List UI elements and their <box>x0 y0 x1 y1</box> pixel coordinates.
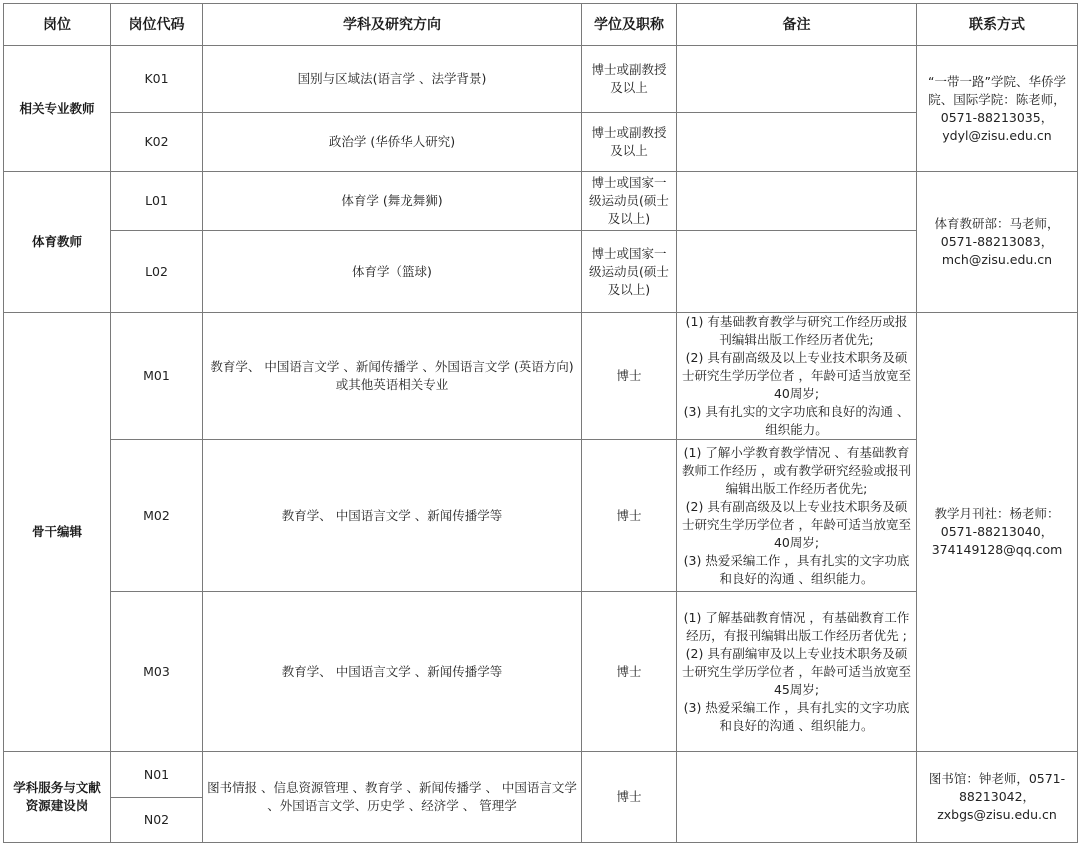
discipline-cell: 体育学（篮球) <box>203 231 582 313</box>
contact-cell <box>917 172 1078 313</box>
contact-email: zxbgs@zisu.edu.cn <box>937 807 1057 822</box>
degree-cell: 博士或国家一级运动员(硕士及以上) <box>582 231 677 313</box>
remarks-cell <box>677 113 917 172</box>
contact-phone: 0571-88213083， <box>940 234 1054 249</box>
table-row-k02 <box>4 113 1078 172</box>
table-row-k01 <box>4 46 1078 113</box>
post-code: M03 <box>111 592 203 752</box>
contact-line: 教学月刊社：杨老师： <box>934 506 1060 521</box>
post-code: M01 <box>111 313 203 440</box>
remarks-cell <box>677 440 917 592</box>
post-code: N01 <box>111 752 203 798</box>
degree-cell: 博士 <box>582 313 677 440</box>
contact-email: 374149128@qq.com <box>931 542 1063 557</box>
degree-cell: 博士 <box>582 440 677 592</box>
remark-item: (1) 了解小学教育教学情况 、有基础教育教师工作经历 ，或有教学研究经验或报刊编辑出版工作经历者优先; <box>682 444 911 496</box>
remarks-cell <box>677 172 917 231</box>
contact-cell <box>917 752 1078 843</box>
remarks-cell <box>677 46 917 113</box>
contact-cell <box>917 313 1078 752</box>
table-row-m03 <box>4 592 1078 752</box>
remarks-cell <box>677 313 917 440</box>
discipline-cell: 体育学 (舞龙舞狮) <box>203 172 582 231</box>
remark-item: (3) 热爱采编工作 ，具有扎实的文字功底和良好的沟通 、组织能力。 <box>683 699 910 733</box>
remarks-cell <box>677 752 917 843</box>
table-row-l01 <box>4 172 1078 231</box>
post-code: L01 <box>111 172 203 231</box>
discipline-cell: 国别与区域法(语言学 、法学背景) <box>203 46 582 113</box>
contact-phone: 0571-88213040， <box>940 524 1054 539</box>
degree-cell: 博士 <box>582 752 677 843</box>
degree-cell: 博士 <box>582 592 677 752</box>
table-row-m02 <box>4 440 1078 592</box>
header-row <box>4 4 1078 46</box>
post-name: 学科服务与文献资源建设岗 <box>4 752 111 843</box>
remarks-cell <box>677 592 917 752</box>
post-code: K01 <box>111 46 203 113</box>
table-row-m01 <box>4 313 1078 440</box>
post-code: K02 <box>111 113 203 172</box>
post-name: 骨干编辑 <box>4 313 111 752</box>
discipline-cell: 图书情报 、信息资源管理 、教育学 、新闻传播学 、 中国语言文学 、外国语言文学、历史学 、经济学 、 管理学 <box>203 752 582 843</box>
post-code: M02 <box>111 440 203 592</box>
discipline-cell: 教育学、 中国语言文学 、新闻传播学 、外国语言文学 (英语方向) 或其他英语相关专业 <box>203 313 582 440</box>
remark-item: (3) 具有扎实的文字功底和良好的沟通 、组织能力。 <box>683 404 910 437</box>
discipline-cell: 政治学 (华侨华人研究) <box>203 113 582 172</box>
degree-cell: 博士或副教授及以上 <box>582 113 677 172</box>
table-row-l02 <box>4 231 1078 313</box>
remark-item: (1) 有基础教育教学与研究工作经历或报刊编辑出版工作经历者优先; <box>685 314 908 347</box>
header-remarks: 备注 <box>677 4 917 46</box>
post-name: 体育教师 <box>4 172 111 313</box>
contact-cell <box>917 46 1078 172</box>
header-discipline: 学科及研究方向 <box>203 4 582 46</box>
table-row-n01 <box>4 752 1078 798</box>
remark-item: (2) 具有副高级及以上专业技术职务及硕士研究生学历学位者 ，年龄可适当放宽至40周岁; <box>682 498 911 550</box>
contact-email: ydyl@zisu.edu.cn <box>942 127 1052 143</box>
header-code: 岗位代码 <box>111 4 203 46</box>
contact-line: 图书馆：钟老师，0571- <box>928 771 1066 786</box>
header-post: 岗位 <box>4 4 111 46</box>
header-degree: 学位及职称 <box>582 4 677 46</box>
discipline-cell: 教育学、 中国语言文学 、新闻传播学等 <box>203 592 582 752</box>
contact-phone: 88213042， <box>958 789 1036 804</box>
post-code: L02 <box>111 231 203 313</box>
degree-cell: 博士或国家一级运动员(硕士及以上) <box>582 172 677 231</box>
remark-item: (2) 具有副高级及以上专业技术职务及硕士研究生学历学位者 ，年龄可适当放宽至40周岁; <box>682 350 911 401</box>
remark-item: (3) 热爱采编工作 ，具有扎实的文字功底和良好的沟通 、组织能力。 <box>683 552 910 586</box>
degree-cell: 博士或副教授及以上 <box>582 46 677 113</box>
remark-item: (1) 了解基础教育情况 ，有基础教育工作经历，有报刊编辑出版工作经历者优先 ; <box>683 609 910 643</box>
post-name: 相关专业教师 <box>4 46 111 172</box>
header-contact: 联系方式 <box>917 4 1078 46</box>
contact-phone: 0571-88213035， <box>940 109 1054 125</box>
discipline-cell: 教育学、 中国语言文学 、新闻传播学等 <box>203 440 582 592</box>
remark-item: (2) 具有副编审及以上专业技术职务及硕士研究生学历学位者 ，年龄可适当放宽至45周岁; <box>682 645 911 697</box>
contact-line: “一带一路”学院、华侨学院、国际学院：陈老师， <box>928 73 1066 107</box>
contact-email: mch@zisu.edu.cn <box>941 252 1053 267</box>
remarks-cell <box>677 231 917 313</box>
post-code: N02 <box>111 798 203 843</box>
contact-line: 体育教研部：马老师， <box>934 216 1060 231</box>
recruitment-table <box>3 3 1078 843</box>
